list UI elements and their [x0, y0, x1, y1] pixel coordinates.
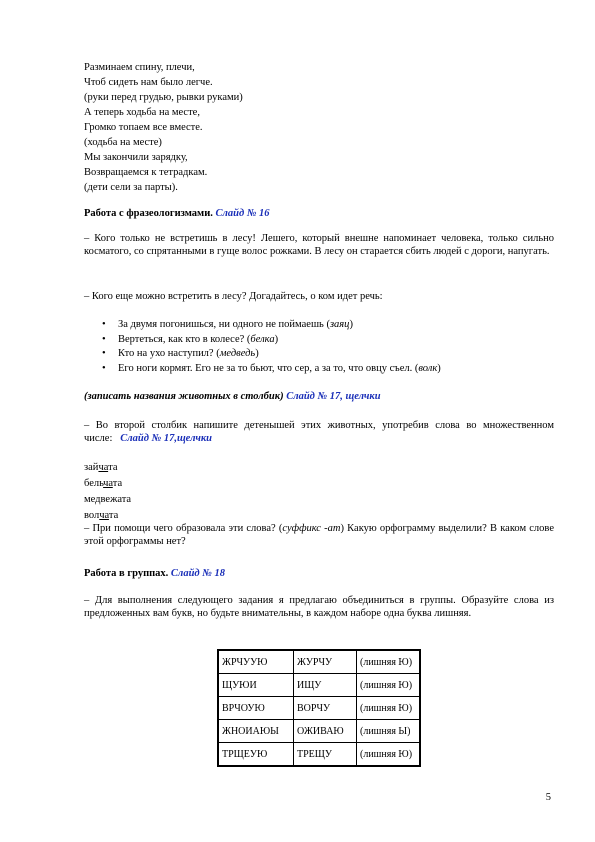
table-cell: ЩУЮИ: [218, 674, 294, 697]
answer: белка: [250, 333, 275, 345]
table-cell: ЖРЧУУЮ: [218, 650, 294, 674]
list-item: волчата: [84, 510, 119, 521]
list-item: • Вертеться, как кто в колесе? (белка): [102, 333, 441, 348]
table-cell: (лишняя Ю): [357, 650, 421, 674]
poem-line: Громко топаем все вместе.: [84, 122, 203, 133]
poem-line: (руки перед грудью, рывки руками): [84, 92, 243, 103]
table-cell: (лишняя Ю): [357, 674, 421, 697]
letters-table: [217, 649, 421, 767]
table-row: [218, 650, 420, 674]
list-item: • Кто на ухо наступил? (медведь): [102, 347, 441, 362]
table-cell: ТРЩЕУЮ: [218, 743, 294, 767]
paragraph-guess: – Кого еще можно встретить в лесу? Догадайтесь, о ком идет речь:: [84, 291, 383, 302]
slide-reference: Слайд № 17, щелчки: [286, 391, 381, 402]
list-item: зайчата: [84, 462, 118, 473]
table-cell: ЖНОИАЮЫ: [218, 720, 294, 743]
poem-line: Мы закончили зарядку,: [84, 152, 188, 163]
table-cell: ИЩУ: [294, 674, 357, 697]
paragraph-cubs: – Во второй столбик напишите детенышей этих животных, употребив слова во множественном числе: Слайд № 17,щелчки: [84, 420, 554, 444]
paragraph-leshy: – Кого только не встретишь в лесу! Лешего, который внешне напоминает человека, только сильно косматого, со спрятанными в гуще волос рожками. В лесу он старается сбить людей с дороги, напугать.: [84, 233, 554, 257]
table-cell: ВРЧОУЮ: [218, 697, 294, 720]
table-cell: (лишняя Ю): [357, 743, 421, 767]
table-cell: (лишняя Ю): [357, 697, 421, 720]
slide-reference: Слайд № 16: [215, 208, 270, 219]
paragraph-question: – При помощи чего образовала эти слова? (суффикс -ат) Какую орфограмму выделили? В каком слове этой орфограммы нет?: [84, 523, 554, 547]
poem-line: Возвращаемся к тетрадкам.: [84, 167, 208, 178]
answer: медведь: [219, 348, 256, 360]
list-item: медвежата: [84, 494, 132, 505]
table-row: [218, 697, 420, 720]
answer: волк: [418, 362, 438, 374]
slide-reference: Слайд № 17,щелчки: [120, 433, 213, 444]
poem-line: (дети сели за парты).: [84, 182, 178, 193]
table-cell: ВОРЧУ: [294, 697, 357, 720]
heading-text: Работа с фразеологизмами.: [84, 208, 213, 219]
suffix-answer: суффикс -ат: [282, 523, 341, 534]
poem-line: Чтоб сидеть нам было легче.: [84, 77, 213, 88]
page-number: 5: [545, 792, 551, 803]
answer: заяц: [329, 319, 350, 330]
note-write-column: (записать названия животных в столбик) Слайд № 17, щелчки: [84, 391, 381, 402]
list-item: • Его ноги кормят. Его не за то бьют, что сер, а за то, что овцу съел. (волк): [102, 362, 441, 377]
slide-reference: Слайд № 18: [170, 568, 225, 579]
paragraph-groups-task: – Для выполнения следующего задания я предлагаю объединиться в группы. Образуйте слова из предложенных вам букв, но будьте внимательны, в каждом наборе одна буква лишняя.: [84, 595, 554, 619]
table-cell: ТРЕЩУ: [294, 743, 357, 767]
section-heading-phraseology: [84, 207, 270, 220]
list-item: • За двумя погонишься, ни одного не поймаешь (заяц): [102, 318, 441, 333]
riddle-list: [102, 318, 441, 376]
table-cell: ОЖИВАЮ: [294, 720, 357, 743]
table-row: [218, 720, 420, 743]
table-row: [218, 674, 420, 697]
table-cell: ЖУРЧУ: [294, 650, 357, 674]
section-heading-groups: [84, 567, 225, 580]
poem-line: Разминаем спину, плечи,: [84, 62, 195, 73]
list-item: бельчата: [84, 478, 123, 489]
table-cell: (лишняя Ы): [357, 720, 421, 743]
poem-line: (ходьба на месте): [84, 137, 162, 148]
heading-text: Работа в группах.: [84, 568, 169, 579]
poem-line: А теперь ходьба на месте,: [84, 107, 200, 118]
table-row: [218, 743, 420, 767]
